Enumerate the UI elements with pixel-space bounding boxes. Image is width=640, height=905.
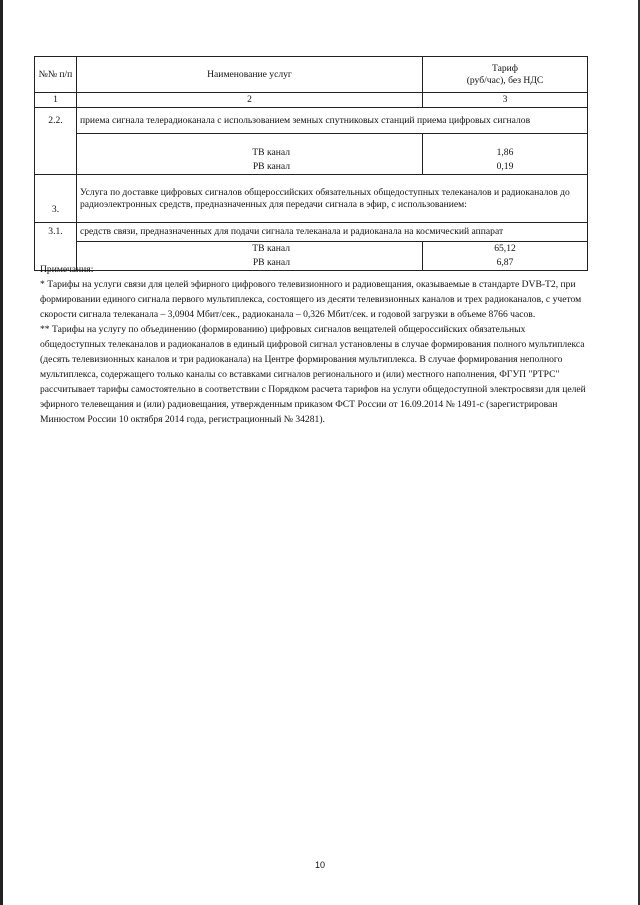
header-service-name: Наименование услуг	[77, 57, 423, 93]
table-row	[35, 134, 588, 147]
table-row	[35, 241, 588, 255]
header-tariff-unit: (руб/час), без НДС	[466, 74, 544, 86]
page-number: 10	[314, 860, 325, 870]
column-index: 2	[77, 93, 423, 108]
service-description: средств связи, предназначенных для подачи сигнала телеканала и радиоканала на космический аппарат	[77, 223, 588, 242]
scan-edge-left	[0, 0, 3, 905]
header-num: №№ п/п	[35, 57, 77, 93]
channel-name: РВ канал	[77, 160, 423, 174]
tariff-value: 65,12	[423, 241, 588, 255]
table-header-row	[35, 57, 588, 93]
tariff-value: 1,86	[423, 146, 588, 160]
column-index: 1	[35, 93, 77, 108]
note-2: ** Тарифы на услугу по объединению (формированию) цифровых сигналов вещателей общероссийских обязательных общедоступных телеканалов и радиоканалов в единый цифровой сигнал установлены в случае формирования полного мультиплекса (десять телевизионных каналов и три радиоканала) на Центре формирования мультиплекса. В случае формирования неполного мультиплекса, содержащего только каналы со вставками сигналов регионального и (или) местного наполнения, ФГУП "РТРС" рассчитывает тарифы самостоятельно в соответствии с Порядком расчета тарифов на услуги общедоступной электросвязи для целей эфирного телевещания и (или) радиовещания, утвержденным приказом ФСТ России от 16.09.2014 № 1491-с (зарегистрирован Минюстом России 10 октября 2014 года, регистрационный № 34281).	[40, 324, 586, 425]
table-row	[35, 107, 588, 134]
header-tariff-title: Тариф	[491, 62, 519, 74]
header-tariff	[423, 57, 588, 93]
table-row	[35, 223, 588, 242]
column-index-row	[35, 93, 588, 108]
column-index: 3	[423, 93, 588, 108]
table-row	[35, 146, 588, 160]
tariff-value: 6,87	[423, 256, 588, 270]
service-description: приема сигнала телерадиоканала с использованием земных спутниковых станций приема цифровых сигналов	[77, 107, 588, 134]
tariff-value: 0,19	[423, 160, 588, 174]
table-row	[35, 160, 588, 174]
notes-heading: Примечания:	[40, 264, 94, 275]
channel-name: ТВ канал	[77, 241, 423, 255]
row-num: 2.2.	[35, 107, 77, 134]
row-num: 3.	[35, 175, 77, 223]
row-num: 3.1.	[35, 223, 77, 242]
notes-section	[40, 262, 592, 427]
channel-name: РВ канал	[77, 256, 423, 270]
tariff-table	[34, 56, 588, 271]
note-1: * Тарифы на услуги связи для целей эфирного цифрового телевизионного и радиовещания, оказываемые в стандарте DVB-T2, при формировании единого сигнала первого мультиплекса, состоящего из десяти телевизионных каналов и трех радиоканалов, с учетом скорости сигнала телеканала – 3,0904 Мбит/сек., радиоканала – 0,326 Мбит/сек. и годовой загрузки в объеме 8766 часов.	[40, 279, 582, 320]
table-row	[35, 175, 588, 223]
channel-name: ТВ канал	[77, 146, 423, 160]
service-description: Услуга по доставке цифровых сигналов общероссийских обязательных общедоступных телеканалов и радиоканалов до радиоэлектронных средств, предназначенных для передачи сигнала в эфир, с использованием:	[77, 175, 588, 223]
